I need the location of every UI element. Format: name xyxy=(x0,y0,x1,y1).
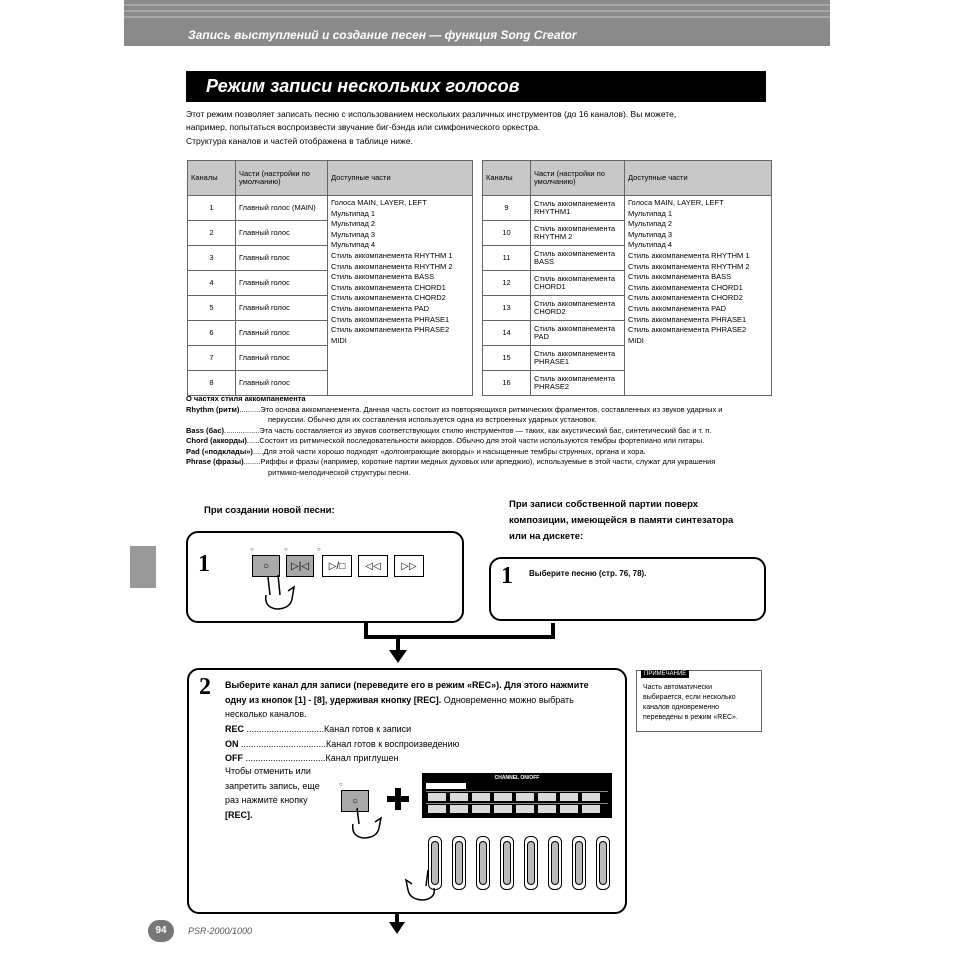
pressing-hand-icon xyxy=(260,573,304,611)
available-parts-left: Голоса MAIN, LAYER, LEFT Мультипад 1 Мультипад 2 Мультипад 3 Мультипад 4 Стиль аккомпанемента RHYTHM 1 Стиль аккомпанемента RHYTHM 2 Стиль аккомпанемента BASS Стиль аккомпанемента CHORD1 Стиль аккомпанемента CHORD2 Стиль аккомпанемента PAD Стиль аккомпанемента PHRASE1 Стиль аккомпанемента PHRASE2 MIDI xyxy=(328,196,473,396)
panel-label: CHANNEL ON/OFF xyxy=(494,775,540,781)
table-row: 10 Стиль аккомпанемента RHYTHM 2 xyxy=(483,221,772,246)
note-phrase: Phrase (фразы) ........ Риффы и фразы (например, короткие партии медных духовых или арпеджио), используемые в этой части, служат для украшения xyxy=(186,457,716,466)
table-row: 2 Главный голос xyxy=(188,221,473,246)
channel-button-6[interactable] xyxy=(548,836,562,890)
channel-button-3[interactable] xyxy=(476,836,490,890)
fast-forward-button[interactable]: ▷▷ xyxy=(394,555,424,577)
channel-button-8[interactable] xyxy=(596,836,610,890)
step1-right-box xyxy=(489,557,766,621)
down-arrow-icon xyxy=(389,650,407,664)
intro-line-2: например, попытаться воспроизвести звучание биг-бэнда или симфонического оркестра. xyxy=(186,122,541,132)
available-parts-right: Голоса MAIN, LAYER, LEFT Мультипад 1 Мультипад 2 Мультипад 3 Мультипад 4 Стиль аккомпанемента RHYTHM 1 Стиль аккомпанемента RHYTHM 2 Стиль аккомпанемента BASS Стиль аккомпанемента CHORD1 Стиль аккомпанемента CHORD2 Стиль аккомпанемента PAD Стиль аккомпанемента PHRASE1 Стиль аккомпанемента PHRASE2 MIDI xyxy=(625,196,772,396)
new-song-heading: При создании новой песни: xyxy=(204,505,335,516)
table-row: 9 Стиль аккомпанемента RHYTHM1 Голоса MAIN, LAYER, LEFT Мультипад 1 Мультипад 2 Мультипад 3 Мультипад 4 Стиль аккомпанемента RHYTHM 1 Стиль аккомпанемента RHYTHM 2 Стиль аккомпанемента BASS Стиль аккомпанемента CHORD1 Стиль аккомпанемента CHORD2 Стиль аккомпанемента PAD Стиль аккомпанемента PHRASE1 Стиль аккомпанемента PHRASE2 MIDI xyxy=(483,196,772,221)
table-row: 7 Главный голос xyxy=(188,346,473,371)
header-text: Запись выступлений и создание песен — функция Song Creator xyxy=(188,28,577,42)
rec-button[interactable]: ○ xyxy=(252,555,280,577)
col-parts: Части (настройки по умолчанию) xyxy=(236,161,328,196)
page-number: 94 xyxy=(148,920,174,942)
channel-button-7[interactable] xyxy=(572,836,586,890)
section-title: Режим записи нескольких голосов xyxy=(186,71,766,102)
style-parts-notes xyxy=(186,394,771,478)
rec-button[interactable]: ○ xyxy=(341,790,369,812)
new-song-button[interactable]: ▷|◁ xyxy=(286,555,314,577)
table-row: 15 Стиль аккомпанемента PHRASE1 xyxy=(483,346,772,371)
table-row: 3 Главный голос xyxy=(188,246,473,271)
table-row: 12 Стиль аккомпанемента CHORD1 xyxy=(483,271,772,296)
cancel-instructions: Чтобы отменить или запретить запись, еще раз нажмите кнопку [REC]. xyxy=(225,766,320,820)
side-tab xyxy=(130,546,156,588)
note-rhythm-cont: перкуссии. Обычно для их составления используется одна из встроенных ударных установок. xyxy=(268,415,597,424)
step1-number: 1 xyxy=(501,563,513,589)
step1-left-box: 1 ○ ○ ○ ○ ▷|◁ ▷/□ ◁◁ ▷▷ xyxy=(186,531,464,623)
note-bass: Bass (бас) ................. Эта часть составляется из звуков соответствующих стилю инструментов — таких, как акустический бас, синтетический бас и т. п. xyxy=(186,425,712,435)
col-available: Доступные части xyxy=(328,161,473,196)
mode-list: REC ...............................Канал готов к записи ON ..................................Канал готов к воспроизведению OFF ................................Канал приглушен xyxy=(225,724,460,763)
col-channels: Каналы xyxy=(483,161,531,196)
note-tag: ПРИМЕЧАНИЕ xyxy=(641,670,689,678)
table-row: 16 Стиль аккомпанемента PHRASE2 xyxy=(483,371,772,396)
note-rhythm: Rhythm (ритм) .......... Это основа аккомпанемента. Данная часть состоит из повторяющихся ритмических фрагментов, составленных из звуков ударных и xyxy=(186,404,723,414)
channel-grid xyxy=(426,783,608,815)
step2-number: 2 xyxy=(199,674,211,700)
select-song-text: Выберите песню (стр. 76, 78). xyxy=(529,569,647,578)
note-phrase-cont: ритмико-мелодической структуры песни. xyxy=(268,467,411,477)
start-stop-button[interactable]: ▷/□ xyxy=(322,555,352,577)
channel-button-5[interactable] xyxy=(524,836,538,890)
step2-instructions: Выберите канал для записи (переведите его в режим «REC»). Для этого нажмите одну из кнопок [1] - [8], удерживая кнопку [REC]. Одновременно можно выбрать несколько каналов. xyxy=(225,680,589,719)
col-channels: Каналы xyxy=(188,161,236,196)
model-name: PSR-2000/1000 xyxy=(188,926,253,936)
table-row: 14 Стиль аккомпанемента PAD xyxy=(483,321,772,346)
channel-button-2[interactable] xyxy=(452,836,466,890)
table-row: 6 Главный голос xyxy=(188,321,473,346)
pressing-hand-icon xyxy=(404,868,440,902)
table-row: 5 Главный голос xyxy=(188,296,473,321)
intro-line-3: Структура каналов и частей отображена в таблице ниже. xyxy=(186,136,413,146)
intro-line-1: Этот режим позволяет записать песню с использованием нескольких различных инструментов (до 16 каналов). Вы можете, xyxy=(186,109,677,119)
channel-on-off-display xyxy=(422,773,612,818)
pressing-hand-icon xyxy=(349,806,385,840)
down-arrow-icon xyxy=(389,922,405,935)
channel-button-4[interactable] xyxy=(500,836,514,890)
rewind-button[interactable]: ◁◁ xyxy=(358,555,388,577)
overdub-heading: При записи собственной партии поверх композиции, имеющейся в памяти синтезатора или на дискете: xyxy=(509,499,734,542)
plus-icon xyxy=(387,788,409,810)
table-row: 4 Главный голос xyxy=(188,271,473,296)
note-chord: Chord (аккорды) ...... Состоит из ритмической последовательности аккордов. Обычно для этой части используются тембры фортепиано или гитары. xyxy=(186,436,705,445)
step2-box: 2 Выберите канал для записи (переведите его в режим «REC»). Для этого нажмите одну из кнопок [1] - [8], удерживая кнопку [REC]. Одновременно можно выбрать несколько каналов. REC ...............................Канал готов к записи ON ..................................Канал готов к воспроизведению OFF ................................Канал приглушен Чтобы отменить или запретить запись, еще раз нажмите кнопку [REC]. ○ ○ xyxy=(187,668,627,914)
notes-title: О частях стиля аккомпанемента xyxy=(186,394,306,403)
page-header xyxy=(124,0,830,46)
col-available: Доступные части xyxy=(625,161,772,196)
channels-table-right xyxy=(482,160,772,396)
table-row: 13 Стиль аккомпанемента CHORD2 xyxy=(483,296,772,321)
table-row: 11 Стиль аккомпанемента BASS xyxy=(483,246,772,271)
note-pad: Pad («подклады») ..... Для этой части хорошо подходят «долгоиграющие аккорды» и насыщенные тембры струнных, органа и хора. xyxy=(186,446,646,456)
connector-line xyxy=(364,635,555,639)
channels-table-left xyxy=(187,160,473,396)
table-row: 8 Главный голос xyxy=(188,371,473,396)
table-row: 1 Главный голос (MAIN) Голоса MAIN, LAYER, LEFT Мультипад 1 Мультипад 2 Мультипад 3 Мультипад 4 Стиль аккомпанемента RHYTHM 1 Стиль аккомпанемента RHYTHM 2 Стиль аккомпанемента BASS Стиль аккомпанемента CHORD1 Стиль аккомпанемента CHORD2 Стиль аккомпанемента PAD Стиль аккомпанемента PHRASE1 Стиль аккомпанемента PHRASE2 MIDI xyxy=(188,196,473,221)
step1-number: 1 xyxy=(198,551,210,577)
col-parts: Части (настройки по умолчанию) xyxy=(531,161,625,196)
note-box: ПРИМЕЧАНИЕ Часть автоматически выбирается, если несколько каналов одновременно переведены в режим «REC». xyxy=(636,670,762,732)
